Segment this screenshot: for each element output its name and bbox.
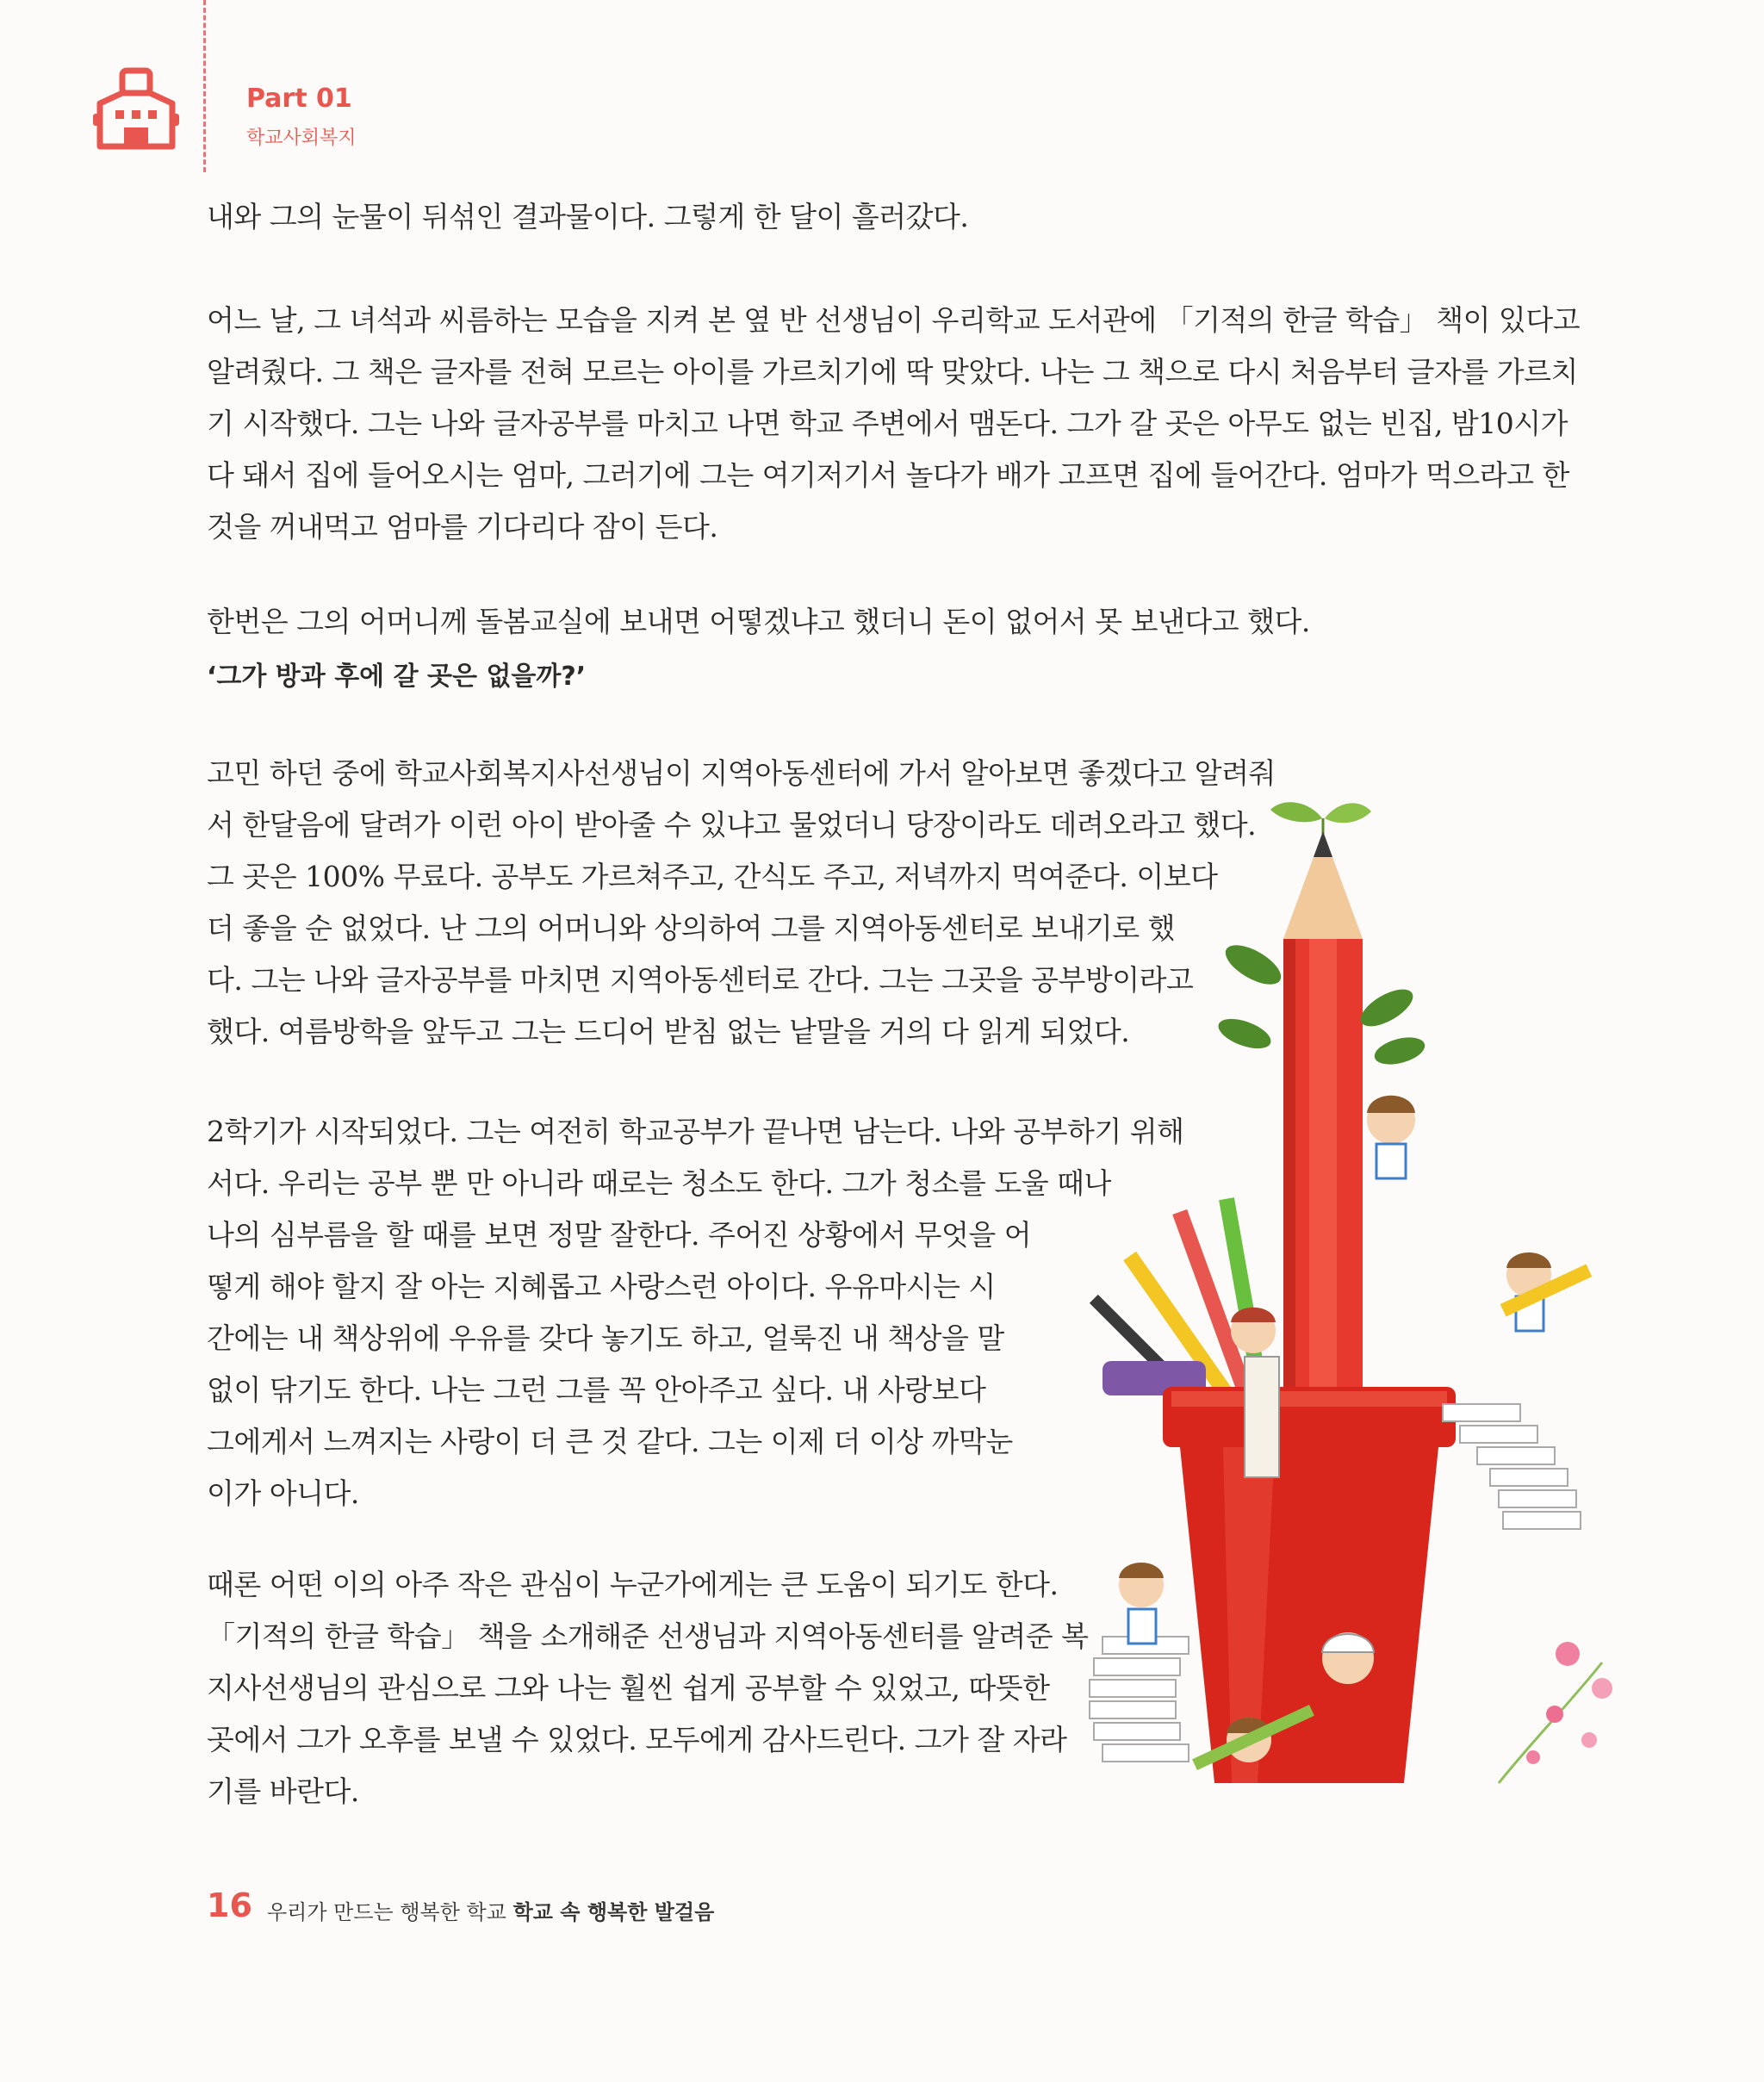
paragraph-2 (207, 295, 1581, 553)
paragraph-line: 지사선생님의 관심으로 그와 나는 훨씬 쉽게 공부할 수 있었고, 따뜻한 (207, 1671, 1050, 1705)
paragraph-line: 나의 심부름을 할 때를 보면 정말 잘한다. 주어진 상황에서 무엇을 어 (207, 1218, 1032, 1252)
footer-title (267, 1895, 714, 1925)
paragraph-line: 했다. 여름방학을 앞두고 그는 드디어 받침 없는 낱말을 거의 다 읽게 되었다. (207, 1015, 1130, 1048)
paragraph-line: 다. 그는 나와 글자공부를 마치면 지역아동센터로 간다. 그는 그곳을 공부방이라고 (207, 963, 1194, 997)
paragraph-line: 서다. 우리는 공부 뿐 만 아니라 때로는 청소도 한다. 그가 청소를 도울 때나 (207, 1166, 1111, 1200)
paragraph-line: 그 곳은 100% 무료다. 공부도 가르쳐주고, 간식도 주고, 저녁까지 먹여준다. 이보다 (207, 860, 1218, 893)
section-label: 학교사회복지 (246, 127, 357, 149)
paragraph-line: 없이 닦기도 한다. 나는 그런 그를 꼭 안아주고 싶다. 내 사랑보다 (207, 1373, 986, 1407)
paragraph-1 (207, 191, 1568, 243)
paragraph-line: 간에는 내 책상위에 우유를 갖다 놓기도 하고, 얼룩진 내 책상을 말 (207, 1321, 1004, 1355)
paragraph-line: 2학기가 시작되었다. 그는 여전히 학교공부가 끝나면 남는다. 나와 공부하기 위해 (207, 1115, 1184, 1148)
red-flowerpot-icon (1163, 1387, 1456, 1783)
part-label: Part 01 (246, 84, 352, 114)
paragraph-line: 한번은 그의 어머니께 돌봄교실에 보내면 어떻겠냐고 했더니 돈이 없어서 못 보낸다고 했다. (207, 605, 1310, 638)
footer-title-bold: 학교 속 행복한 발걸음 (512, 1900, 715, 1924)
paragraph-line: 고민 하던 중에 학교사회복지사선생님이 지역아동센터에 가서 알아보면 좋겠다고 알려줘 (207, 756, 1276, 790)
paragraph-line: 곳에서 그가 오후를 보낼 수 있었다. 모두에게 감사드린다. 그가 잘 자라 (207, 1723, 1067, 1756)
paragraph-line: 떻게 해야 할지 잘 아는 지혜롭고 사랑스런 아이다. 우유마시는 시 (207, 1270, 996, 1303)
paragraph-line: 그에게서 느껴지는 사랑이 더 큰 것 같다. 그는 이제 더 이상 까막눈 (207, 1425, 1013, 1458)
paragraph-line: 내와 그의 눈물이 뒤섞인 결과물이다. 그렇게 한 달이 흘러갔다. (207, 200, 969, 233)
paragraph-line: 이가 아니다. (207, 1476, 359, 1510)
paragraph-line: 기를 바란다. (207, 1774, 359, 1808)
handwritten-quote: ‘그가 방과 후에 갈 곳은 없을까?’ (207, 662, 587, 692)
paragraph-5 (207, 1106, 1184, 1520)
header-divider (203, 0, 206, 172)
pink-flowers-icon (1499, 1642, 1612, 1783)
paragraph-line: 서 한달음에 달려가 이런 아이 받아줄 수 있냐고 물었더니 당장이라도 데려오라고 했다. (207, 808, 1257, 842)
paragraph-line: 어느 날, 그 녀석과 씨름하는 모습을 지켜 본 옆 반 선생님이 우리학교 도서관에 「기적의 한글 학습」 책이 있다고 (207, 303, 1581, 337)
pencil-in-flowerpot-with-children-illustration (1051, 792, 1637, 1852)
paragraph-line: 때론 어떤 이의 아주 작은 관심이 누군가에게는 큰 도움이 되기도 한다. (207, 1568, 1059, 1601)
school-building-icon (90, 64, 183, 157)
paragraph-line: 「기적의 한글 학습」 책을 소개해준 선생님과 지역아동센터를 알려준 복 (207, 1619, 1089, 1653)
paragraph-3 (207, 596, 1568, 648)
paragraph-line: 기 시작했다. 그는 나와 글자공부를 마치고 나면 학교 주변에서 맴돈다. 그가 갈 곳은 아무도 없는 빈집, 밤10시가 (207, 407, 1568, 440)
paragraph-line: 것을 꺼내먹고 엄마를 기다리다 잠이 든다. (207, 510, 718, 544)
paragraph-line: 알려줬다. 그 책은 글자를 전혀 모르는 아이를 가르치기에 딱 맞았다. 나는 그 책으로 다시 처음부터 글자를 가르치 (207, 355, 1578, 388)
colored-pencils-icon (1090, 1197, 1269, 1419)
paragraph-line: 다 돼서 집에 들어오시는 엄마, 그러기에 그는 여기저기서 놀다가 배가 고프면 집에 들어간다. 엄마가 먹으라고 한 (207, 458, 1569, 492)
footer-title-regular: 우리가 만드는 행복한 학교 (267, 1900, 506, 1924)
sprout-icon (1270, 802, 1371, 836)
red-pencil-icon (1283, 831, 1363, 1387)
page-number: 16 (207, 1886, 252, 1924)
paragraph-6 (207, 1559, 1137, 1818)
paragraph-line: 더 좋을 순 없었다. 난 그의 어머니와 상의하여 그를 지역아동센터로 보내기로 했 (207, 911, 1175, 945)
